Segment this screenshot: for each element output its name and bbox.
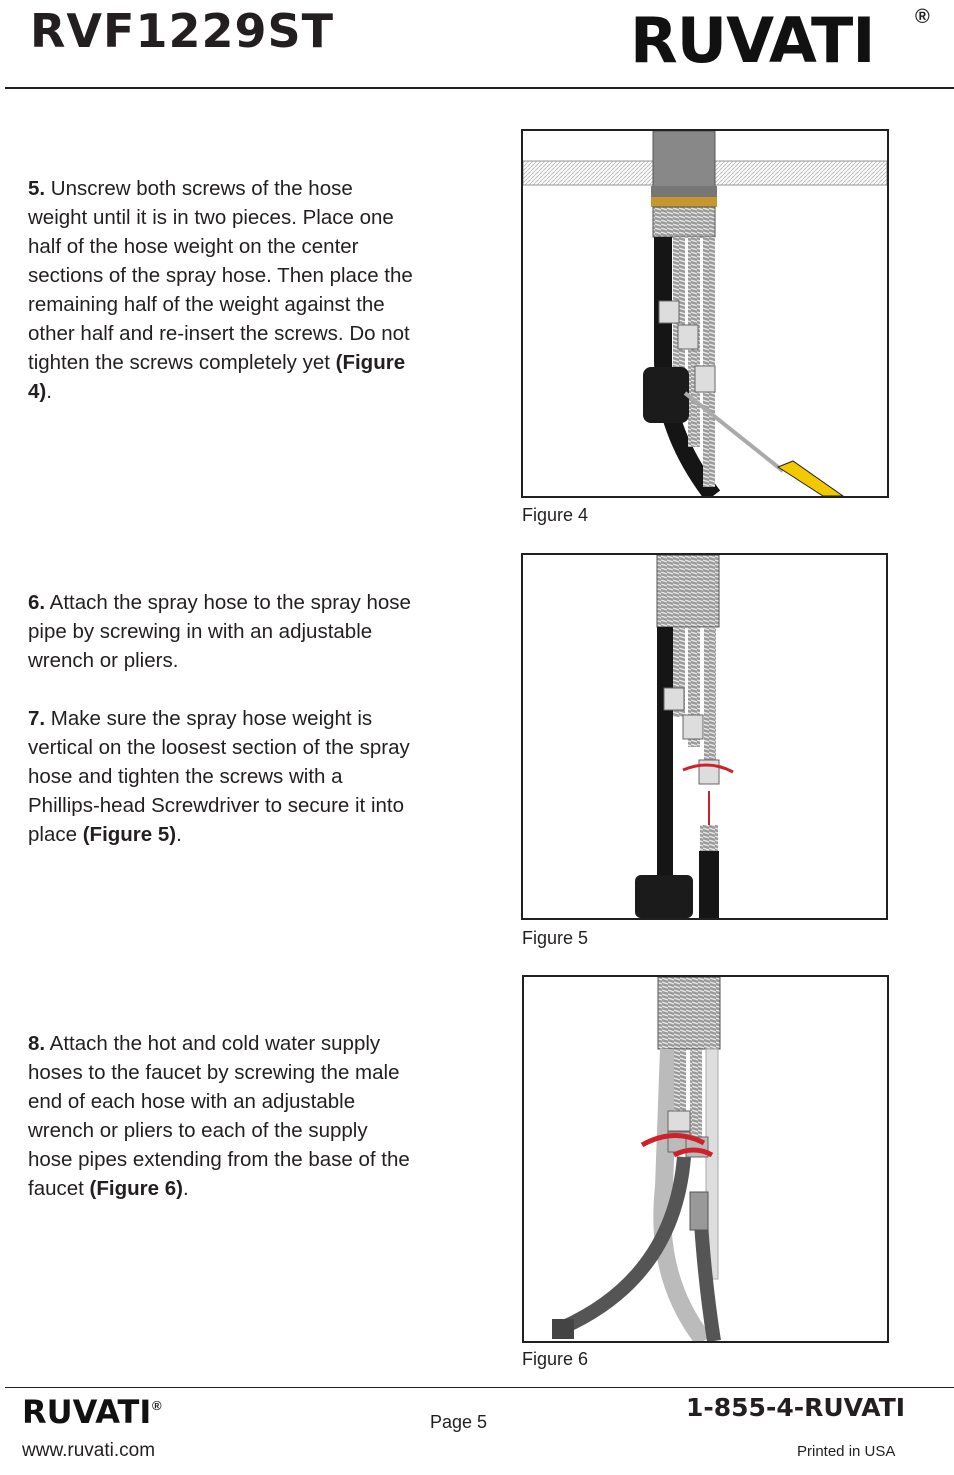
figure-5-image: [521, 553, 888, 920]
website-link[interactable]: www.ruvati.com: [22, 1440, 156, 1461]
step-number: 6.: [28, 591, 46, 614]
step-8-text: [28, 1029, 413, 1203]
step-number: 5.: [28, 177, 46, 200]
registered-mark: ®: [915, 6, 930, 28]
footer-logo: RUVATI: [22, 1393, 152, 1431]
figure-4-caption: Figure 4: [522, 505, 589, 525]
phone-number: 1-855-4-RUVATI: [686, 1393, 906, 1422]
step-7: [28, 704, 413, 849]
figure-reference: (Figure 6): [89, 1177, 183, 1200]
step-number: 8.: [28, 1032, 46, 1055]
footer-registered-mark: ®: [152, 1398, 162, 1413]
page-number: Page 5: [430, 1412, 488, 1432]
header-divider: [5, 87, 954, 89]
step-6: [28, 588, 413, 675]
figure-5-caption: Figure 5: [522, 928, 589, 948]
step-body: Attach the hot and cold water supply hoses to the faucet by screwing the male end of each hose with an adjustable wrench or pliers to each of the supply hose pipes extending from the base of the faucet: [28, 1032, 410, 1200]
step-end: .: [176, 823, 182, 846]
step-end: .: [182, 1177, 189, 1200]
figure-6-image: [522, 975, 889, 1343]
figure-reference: (Figure 5): [82, 823, 177, 846]
figure-reference: (Figure 4): [28, 351, 406, 403]
step-6-7-text: [28, 588, 413, 878]
step-body: Unscrew both screws of the hose weight until it is in two pieces. Place one half of the hose weight on the center sections of the spray hose. Then place the remaining half of the weight against the other half and re-insert the screws. Do not tighten the screws completely yet: [28, 177, 413, 374]
step-5-text: [28, 174, 413, 406]
figure-4-image: [521, 129, 889, 498]
footer-divider: [5, 1387, 954, 1388]
model-number: RVF1229ST: [30, 4, 334, 58]
step-body: Make sure the spray hose weight is vertical on the loosest section of the spray hose and tighten the screws with a Phillips-head Screwdriver to secure it into place: [28, 707, 410, 846]
printed-in: Printed in USA: [797, 1443, 896, 1460]
step-end: .: [46, 380, 52, 403]
figure-6-caption: Figure 6: [522, 1349, 589, 1369]
step-body: Attach the spray hose to the spray hose pipe by screwing in with an adjustable wrench or pliers.: [28, 591, 411, 672]
brand-logo: RUVATI: [630, 4, 875, 77]
step-number: 7.: [28, 707, 46, 730]
